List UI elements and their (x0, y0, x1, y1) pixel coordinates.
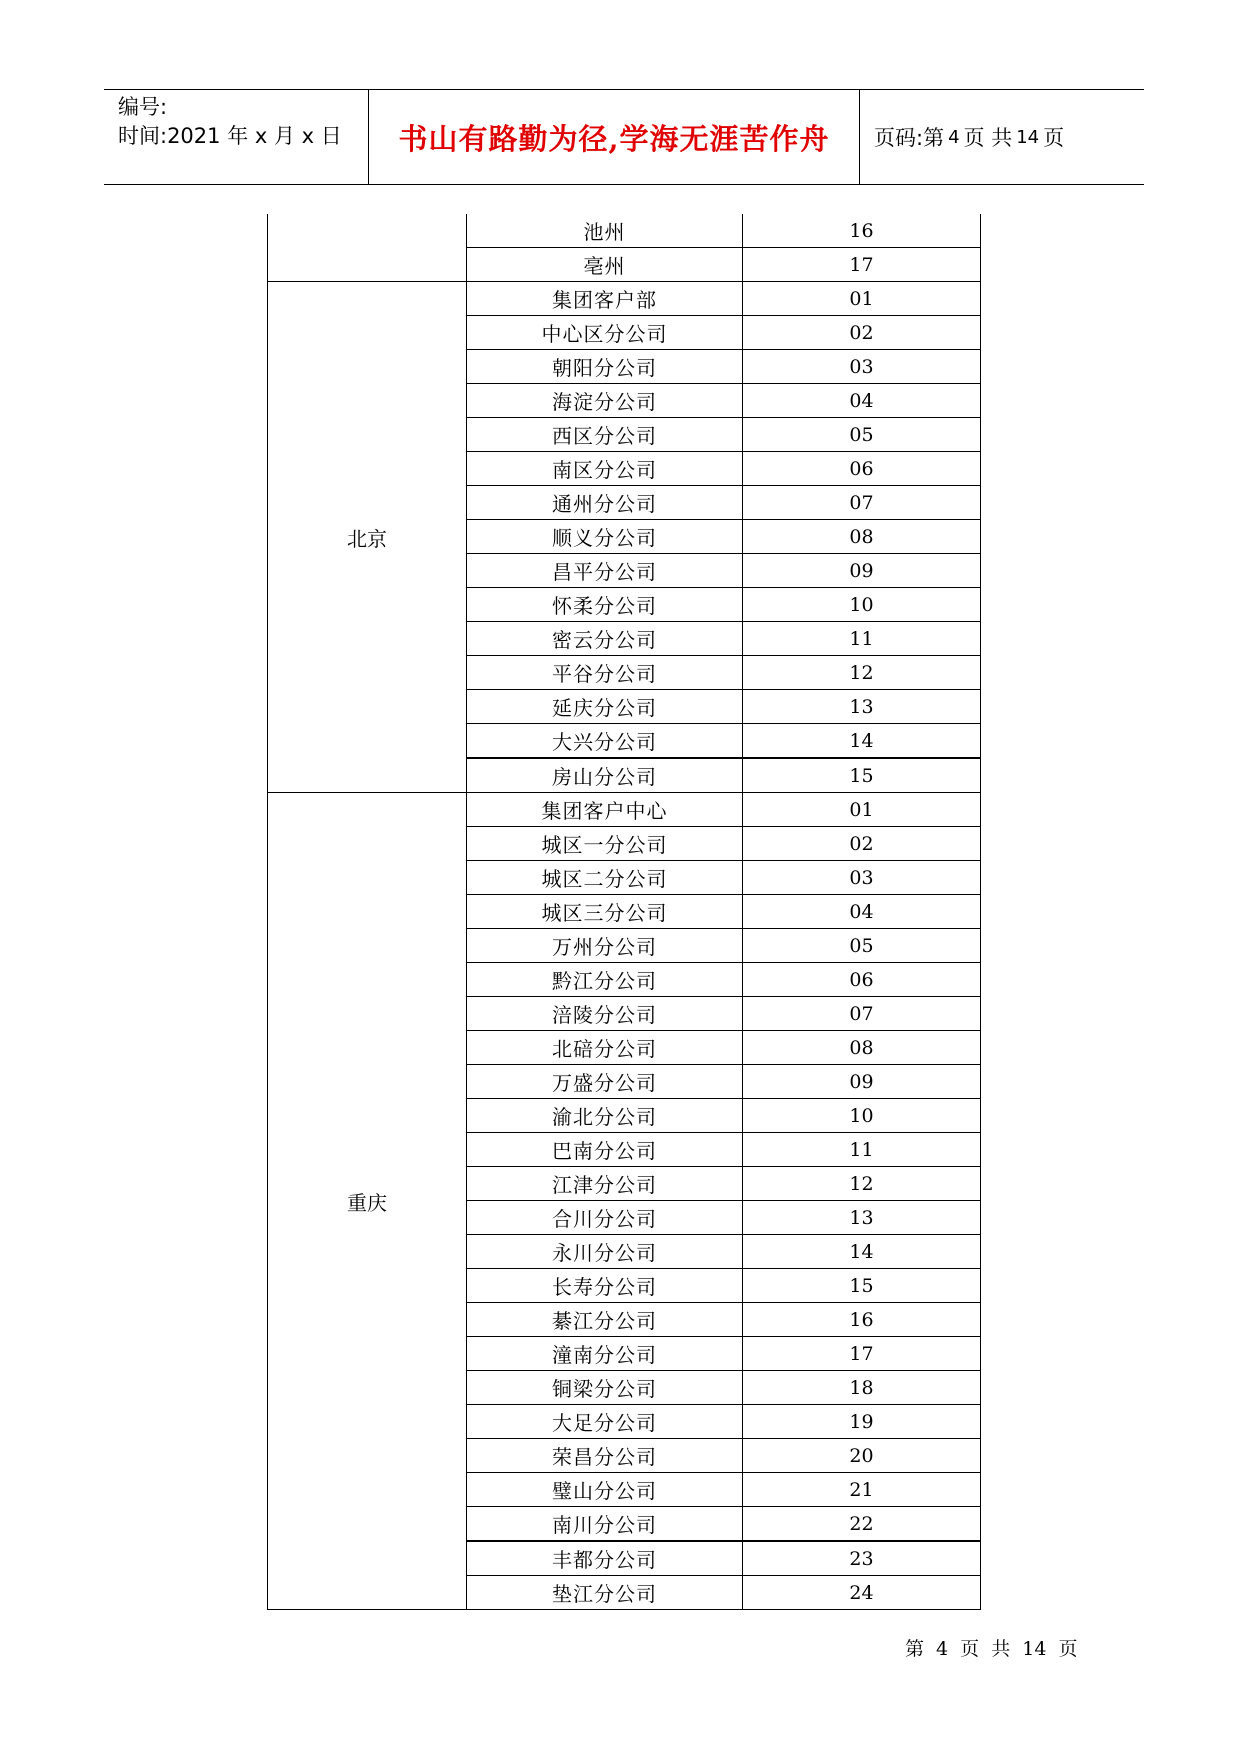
branch-name: 延庆分公司 (467, 690, 743, 724)
branch-name: 丰都分公司 (467, 1541, 743, 1576)
branch-code: 16 (743, 1303, 981, 1337)
branch-name: 大兴分公司 (467, 724, 743, 759)
branch-code: 09 (743, 554, 981, 588)
branch-code: 02 (743, 827, 981, 861)
page-total: 14 (1016, 126, 1040, 148)
branch-name: 荣昌分公司 (467, 1439, 743, 1473)
branch-name: 涪陵分公司 (467, 997, 743, 1031)
branch-name: 中心区分公司 (467, 316, 743, 350)
table-row (268, 282, 981, 316)
branch-name: 集团客户中心 (467, 793, 743, 827)
branch-code: 01 (743, 282, 981, 316)
branch-name: 巴南分公司 (467, 1133, 743, 1167)
branch-name: 璧山分公司 (467, 1473, 743, 1507)
branch-code: 04 (743, 895, 981, 929)
document-number-label: 编号: (118, 95, 168, 119)
branch-name: 渝北分公司 (467, 1099, 743, 1133)
branch-code: 12 (743, 656, 981, 690)
branch-code: 17 (743, 1337, 981, 1371)
branch-name: 合川分公司 (467, 1201, 743, 1235)
branch-name: 顺义分公司 (467, 520, 743, 554)
branch-name: 密云分公司 (467, 622, 743, 656)
header-divider (859, 90, 860, 184)
page-prefix: 页码:第 (874, 126, 945, 150)
document-time-label: 时间:2021 年 x 月 x 日 (118, 124, 342, 148)
branch-code: 02 (743, 316, 981, 350)
branch-code: 03 (743, 861, 981, 895)
header-meta (118, 93, 368, 151)
branch-code: 11 (743, 622, 981, 656)
branch-name: 长寿分公司 (467, 1269, 743, 1303)
header-motto: 书山有路勤为径,学海无涯苦作舟 (398, 121, 830, 156)
branch-code: 22 (743, 1507, 981, 1542)
branch-name: 綦江分公司 (467, 1303, 743, 1337)
branch-name: 南区分公司 (467, 452, 743, 486)
branch-name: 江津分公司 (467, 1167, 743, 1201)
branch-name: 亳州 (467, 248, 743, 282)
header-page-info (874, 90, 1064, 184)
branch-code: 08 (743, 1031, 981, 1065)
branch-name: 万盛分公司 (467, 1065, 743, 1099)
page-number: 4 (948, 126, 960, 148)
branch-code: 20 (743, 1439, 981, 1473)
table-row (268, 793, 981, 827)
branch-code-table (267, 214, 981, 1610)
branch-name: 永川分公司 (467, 1235, 743, 1269)
branch-code: 03 (743, 350, 981, 384)
branch-name: 集团客户部 (467, 282, 743, 316)
page-footer: 第 4 页 共 14 页 (905, 1638, 1078, 1660)
branch-code: 05 (743, 929, 981, 963)
province-cell: 重庆 (268, 793, 467, 1610)
branch-name: 西区分公司 (467, 418, 743, 452)
branch-name: 海淀分公司 (467, 384, 743, 418)
table-row (268, 214, 981, 248)
branch-code: 23 (743, 1541, 981, 1576)
province-cell: 北京 (268, 282, 467, 793)
branch-code: 15 (743, 758, 981, 793)
branch-code: 13 (743, 1201, 981, 1235)
branch-code: 07 (743, 997, 981, 1031)
branch-name: 北碚分公司 (467, 1031, 743, 1065)
branch-name: 怀柔分公司 (467, 588, 743, 622)
branch-name: 铜梁分公司 (467, 1371, 743, 1405)
branch-code: 15 (743, 1269, 981, 1303)
branch-code: 19 (743, 1405, 981, 1439)
branch-name: 房山分公司 (467, 758, 743, 793)
branch-code: 13 (743, 690, 981, 724)
branch-code: 24 (743, 1576, 981, 1610)
branch-name: 朝阳分公司 (467, 350, 743, 384)
branch-code: 06 (743, 963, 981, 997)
branch-name: 平谷分公司 (467, 656, 743, 690)
branch-code: 14 (743, 1235, 981, 1269)
branch-code: 09 (743, 1065, 981, 1099)
branch-name: 潼南分公司 (467, 1337, 743, 1371)
branch-code: 11 (743, 1133, 981, 1167)
branch-code: 07 (743, 486, 981, 520)
branch-name: 大足分公司 (467, 1405, 743, 1439)
branch-name: 黔江分公司 (467, 963, 743, 997)
branch-code: 01 (743, 793, 981, 827)
branch-code: 06 (743, 452, 981, 486)
branch-name: 城区三分公司 (467, 895, 743, 929)
branch-code: 12 (743, 1167, 981, 1201)
branch-code: 08 (743, 520, 981, 554)
branch-code: 05 (743, 418, 981, 452)
branch-name: 昌平分公司 (467, 554, 743, 588)
branch-code: 10 (743, 1099, 981, 1133)
province-cell-continued (268, 214, 467, 282)
branch-code: 21 (743, 1473, 981, 1507)
branch-name: 南川分公司 (467, 1507, 743, 1542)
branch-name: 池州 (467, 214, 743, 248)
branch-name: 城区二分公司 (467, 861, 743, 895)
page-header (104, 89, 1144, 185)
branch-code: 17 (743, 248, 981, 282)
branch-name: 垫江分公司 (467, 1576, 743, 1610)
page-mid: 页 共 (963, 126, 1013, 150)
branch-name: 城区一分公司 (467, 827, 743, 861)
branch-code: 04 (743, 384, 981, 418)
page-suffix: 页 (1043, 126, 1065, 150)
branch-code: 16 (743, 214, 981, 248)
branch-code: 10 (743, 588, 981, 622)
branch-name: 通州分公司 (467, 486, 743, 520)
branch-name: 万州分公司 (467, 929, 743, 963)
branch-code: 18 (743, 1371, 981, 1405)
branch-code: 14 (743, 724, 981, 759)
